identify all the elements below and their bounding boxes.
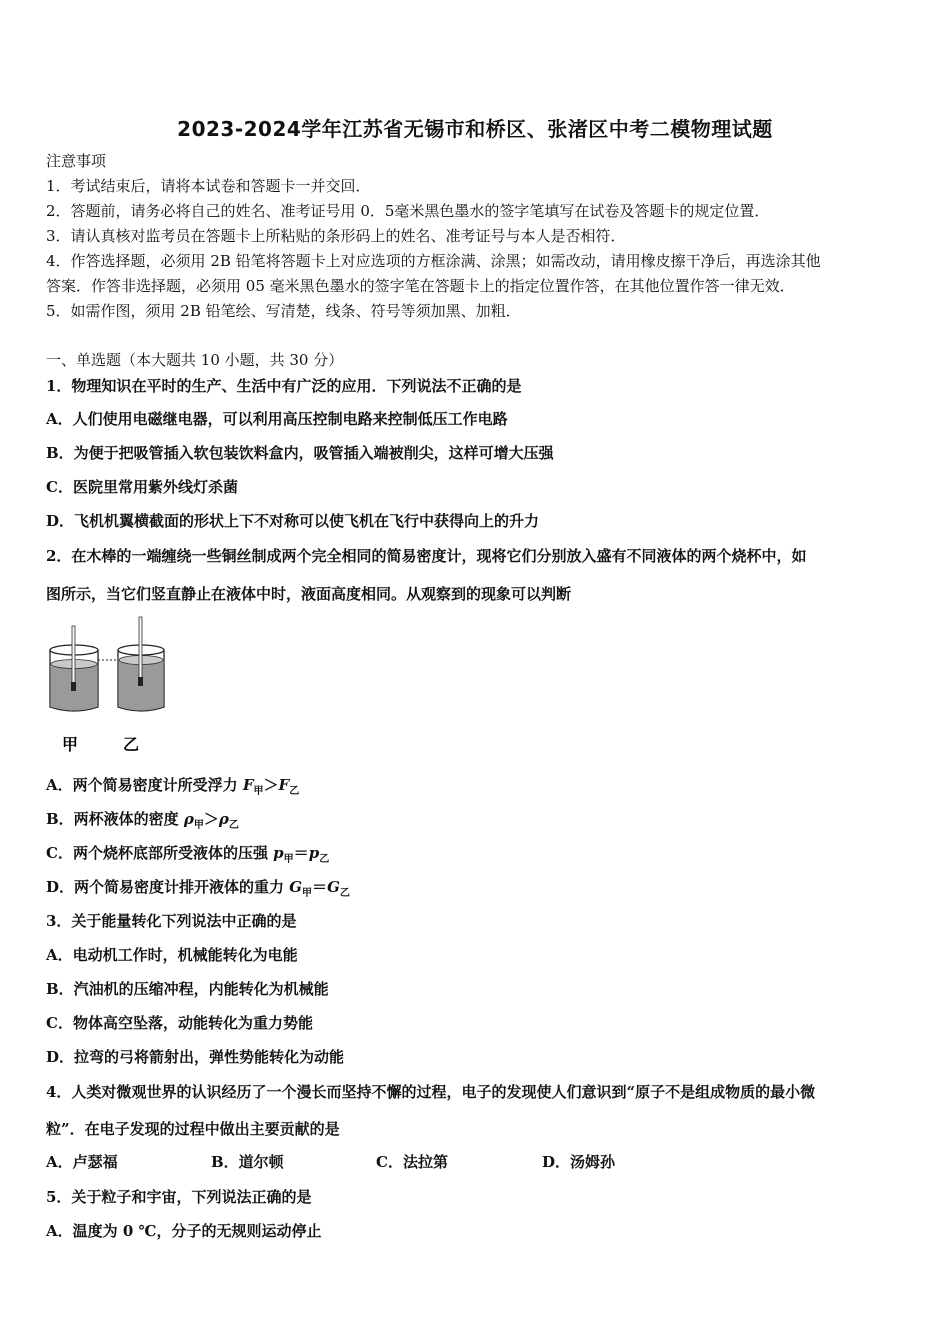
question-2-stem-line2: 图所示，当它们竖直静止在液体中时，液面高度相同。从观察到的现象可以判断	[46, 585, 572, 603]
beaker-yi	[118, 617, 164, 711]
question-1-option-b: B．为便于把吸管插入软包装饮料盒内，吸管插入端被削尖，这样可增大压强	[46, 444, 554, 462]
question-3-option-d: D．拉弯的弓将箭射出，弹性势能转化为动能	[46, 1048, 345, 1066]
question-2-option-d: D．两个简易密度计排开液体的重力 $G_甲=G_乙$	[46, 878, 350, 899]
beaker-figure	[40, 612, 170, 762]
notice-item: 2．答题前，请务必将自己的姓名、准考证号用 0．5毫米黑色墨水的签字笔填写在试卷及答题卡的规定位置．	[46, 202, 770, 220]
question-4-option-d: D．汤姆孙	[542, 1153, 616, 1171]
question-5-option-a: A．温度为 0 ℃，分子的无规则运动停止	[46, 1222, 322, 1240]
question-4-stem-line2: 粒”．在电子发现的过程中做出主要贡献的是	[46, 1120, 340, 1138]
question-3-option-c: C．物体高空坠落，动能转化为重力势能	[46, 1014, 313, 1032]
question-2-stem-line1: 2．在木棒的一端缠绕一些铜丝制成两个完全相同的简易密度计，现将它们分别放入盛有不同液体的两个烧杯中，如	[46, 547, 807, 565]
beaker-diagram	[40, 612, 170, 762]
question-1-option-c: C．医院里常用紫外线灯杀菌	[46, 478, 238, 496]
notice-item: 1．考试结束后，请将本试卷和答题卡一并交回．	[46, 177, 371, 195]
question-4-stem-line1: 4．人类对微观世界的认识经历了一个漫长而坚持不懈的过程，电子的发现使人们意识到“原子不是组成物质的最小微	[46, 1083, 816, 1101]
figure-label-yi: 乙	[123, 735, 140, 754]
question-3-stem: 3．关于能量转化下列说法中正确的是	[46, 912, 297, 930]
notice-item: 答案．作答非选择题，必须用 05 毫米黑色墨水的签字笔在答题卡上的指定位置作答，在其他位置作答一律无效．	[46, 277, 795, 295]
section-heading: 一、单选题（本大题共 10 小题，共 30 分）	[46, 351, 344, 369]
question-2-option-b: B．两杯液体的密度 $\rho_甲>\rho_乙$	[46, 810, 239, 831]
question-4-option-b: B．道尔顿	[211, 1153, 284, 1171]
question-2-option-c: C．两个烧杯底部所受液体的压强 $p_甲=p_乙$	[46, 844, 330, 865]
question-4-option-c: C．法拉第	[376, 1153, 448, 1171]
notice-item: 3．请认真核对监考员在答题卡上所粘贴的条形码上的姓名、准考证号与本人是否相符．	[46, 227, 626, 245]
notice-item: 5．如需作图，须用 2B 铅笔绘、写清楚，线条、符号等须加黑、加粗．	[46, 302, 521, 320]
question-1-option-d: D．飞机机翼横截面的形状上下不对称可以使飞机在飞行中获得向上的升力	[46, 512, 540, 530]
question-3-option-a: A．电动机工作时，机械能转化为电能	[46, 946, 298, 964]
question-5-stem: 5．关于粒子和宇宙，下列说法正确的是	[46, 1188, 312, 1206]
figure-label-jia: 甲	[62, 735, 79, 754]
page-title: 2023-2024学年江苏省无锡市和桥区、张渚区中考二模物理试题	[177, 117, 773, 141]
notice-heading: 注意事项	[46, 152, 107, 170]
question-1-stem: 1．物理知识在平时的生产、生活中有广泛的应用．下列说法不正确的是	[46, 377, 522, 395]
question-3-option-b: B．汽油机的压缩冲程，内能转化为机械能	[46, 980, 329, 998]
question-4-option-a: A．卢瑟福	[46, 1153, 118, 1171]
beaker-jia	[50, 626, 98, 711]
notice-item: 4．作答选择题，必须用 2B 铅笔将答题卡上对应选项的方框涂满、涂黑；如需改动，请用橡皮擦干净后，再选涂其他	[46, 252, 821, 270]
question-2-option-a: A．两个简易密度计所受浮力 $F_甲>F_乙$	[46, 776, 300, 797]
question-1-option-a: A．人们使用电磁继电器，可以利用高压控制电路来控制低压工作电路	[46, 410, 508, 428]
